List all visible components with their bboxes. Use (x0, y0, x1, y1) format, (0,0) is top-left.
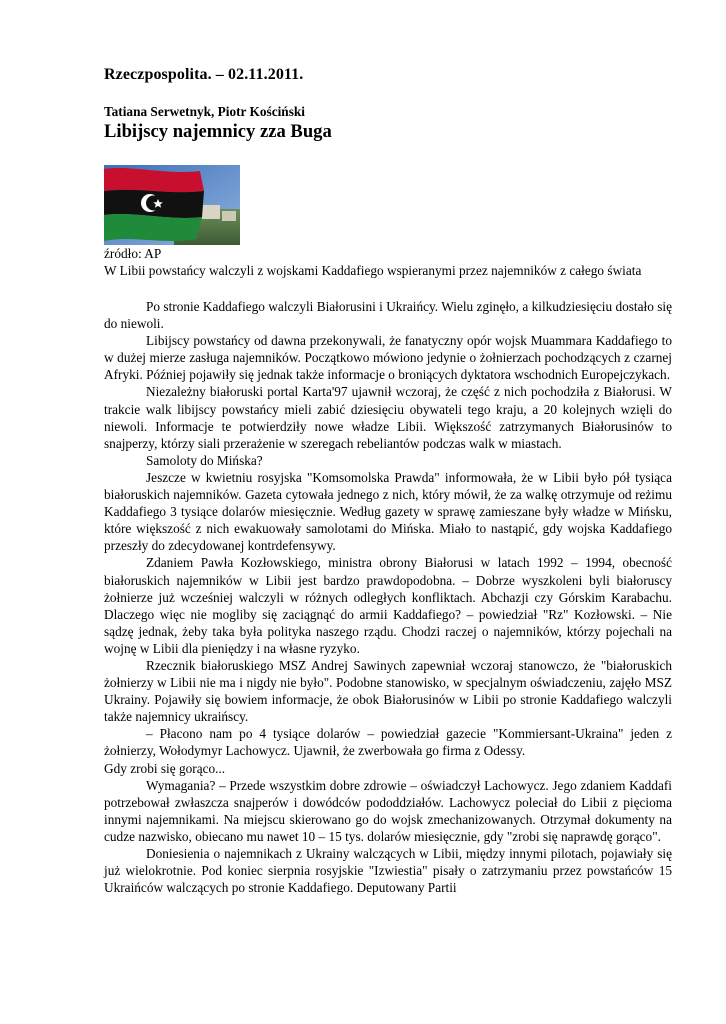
article-title: Libijscy najemnicy zza Buga (104, 121, 332, 142)
article-authors: Tatiana Serwetnyk, Piotr Kościński (104, 104, 305, 119)
libyan-flag-photo (104, 165, 240, 245)
article-body (104, 298, 672, 896)
body-paragraph: Rzecznik białoruskiego MSZ Andrej Sawinych zapewniał wczoraj stanowczo, że "białoruskich żołnierzy w Libii nie ma i nigdy nie było". Podobne stanowisko, w specjalnym oświadczeniu, zajęło MSZ Ukrainy. Pojawiły się bowiem informacje, że obok Białorusinów w Libii po stronie Kaddafiego walczyli także najemnicy ukraińscy. (104, 657, 672, 725)
photo-caption: źródło: AP (104, 246, 162, 261)
subheading: Gdy zrobi się gorąco... (104, 760, 226, 776)
body-paragraph: Niezależny białoruski portal Karta'97 ujawnił wczoraj, że część z nich pochodziła z Białorusi. W trakcie walk libijscy powstańcy mieli zabić dziesięciu obywateli tego kraju, a 20 kolejnych wzięli do niewoli. Informacje te potwierdziły nowe władze Libii. Większość zatrzymanych Białorusinów to snajperzy, którzy siali przerażenie w szeregach rebeliantów podczas walk w miastach. (104, 384, 672, 451)
body-paragraph: Zdaniem Pawła Kozłowskiego, ministra obrony Białorusi w latach 1992 – 1994, obecność białoruskich najemników w Libii jest bardzo prawdopodobna. – Dobrze wyszkoleni byli białoruscy żołnierze już wcześniej walczyli w różnych odległych konfliktach. Abchazji czy Górskim Karabachu. Dlaczego więc nie mogliby się zaciągnąć do armii Kaddafiego? – powiedział "Rz" Kozłowski. – Nie sądzę jednak, żeby taka była polityka naszego rządu. Chodzi raczej o najemników, którzy pojechali na wojnę w Libii dla pieniędzy i na własne ryzyko. (104, 555, 672, 656)
body-paragraph: Doniesienia o najemnikach z Ukrainy walczących w Libii, między innymi pilotach, pojawiały się już wielokrotnie. Pod koniec sierpnia rosyjskie "Izwiestia" pisały o zatrzymaniu przez powstańców 15 Ukraińców walczących po stronie Kaddafiego. Deputowany Partii (104, 846, 672, 896)
publication-source: Rzeczpospolita. – 02.11.2011. (104, 66, 304, 83)
subheading: Samoloty do Mińska? (146, 452, 263, 468)
article-lead: W Libii powstańcy walczyli z wojskami Kaddafiego wspieranymi przez najemników z całego świata (104, 263, 642, 278)
body-paragraph: Jeszcze w kwietniu rosyjska "Komsomolska Prawda" informowała, że w Libii było pół tysiąca białoruskich najemników. Gazeta cytowała jednego z nich, który mówił, że za walkę otrzymuje od reżimu Kaddafiego 3 tysiące dolarów miesięcznie. Według gazety w sprawę zamieszane były władze w Mińsku, które większość z nich ewakuowały samolotami do Mińska. Miało to nastąpić, gdy wojska Kaddafiego przeszły do zdecydowanej kontrdefensywy. (104, 469, 672, 554)
body-paragraph: Po stronie Kaddafiego walczyli Białorusini i Ukraińcy. Wielu zginęło, a kilkudziesięciu dostało się do niewoli. (104, 299, 672, 332)
document-page (104, 66, 672, 896)
body-paragraph: Wymagania? – Przede wszystkim dobre zdrowie – oświadczył Lachowycz. Jego zdaniem Kaddafi potrzebował zwłaszcza snajperów i dowódców pododdziałów. Lachowycz poleciał do Libii z pięcioma innymi najemnikami. Na miejscu skierowano go do wojsk zmechanizowanych. Otrzymał dokumenty na cudze nazwisko, obiecano mu nawet 10 – 15 tys. dolarów miesięcznie, gdy "zrobi się naprawdę gorąco". (104, 777, 672, 844)
body-paragraph: Libijscy powstańcy od dawna przekonywali, że fanatyczny opór wojsk Muammara Kaddafiego to w dużej mierze zasługa najemników. Początkowo mówiono jedynie o żołnierzach pochodzących z czarnej Afryki. Później pojawiły się jednak także informacje o broniących dyktatora wschodnich Europejczykach. (104, 333, 672, 383)
body-paragraph: – Płacono nam po 4 tysiące dolarów – powiedział gazecie "Kommiersant-Ukraina" jeden z żołnierzy, Wołodymyr Lachowycz. Ujawnił, że zwerbowała go firma z Odessy. (104, 726, 672, 759)
